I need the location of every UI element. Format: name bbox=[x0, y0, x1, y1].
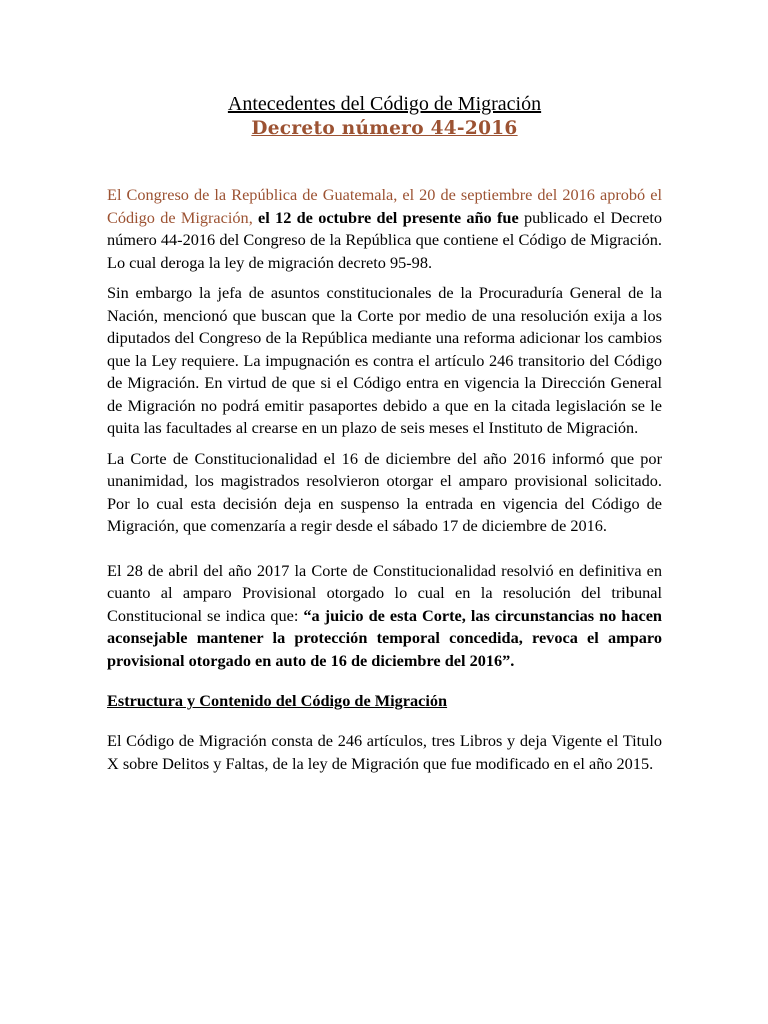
document-page bbox=[107, 92, 662, 775]
paragraph-congreso-accent: El Congreso de la República de Guatemala, el 20 de septiembre del 2016 aprobó el Código de Migración, bbox=[107, 185, 662, 227]
paragraph-resolucion bbox=[107, 560, 662, 673]
paragraph-congreso-bold: el 12 de octubre del presente año fue bbox=[252, 207, 519, 227]
section-heading-estructura: Estructura y Contenido del Código de Migración bbox=[107, 691, 448, 710]
document-subtitle: Decreto número 44-2016 bbox=[251, 118, 518, 139]
paragraph-congreso bbox=[107, 184, 662, 274]
paragraph-procuraduria: Sin embargo la jefa de asuntos constitucionales de la Procuraduría General de la Nación, mencionó que buscan que la Corte por medio de una resolución exija a los diputados del Congreso de la República mediante una reforma adicionar los cambios que la Ley requiere. La impugnación es contra el artículo 246 transitorio del Código de Migración. En virtud de que si el Código entra en vigencia la Dirección General de Migración no podrá emitir pasaportes debido a que en la citada legislación se le quita las facultades al crearse en un plazo de seis meses el Instituto de Migración. bbox=[107, 283, 662, 437]
paragraph-resolucion-quote: “a juicio de esta Corte, las circunstancias no hacen aconsejable mantener la protección temporal concedida, revoca el amparo provisional otorgado en auto de 16 de diciembre del 2016”. bbox=[107, 605, 662, 670]
paragraph-corte-amparo: La Corte de Constitucionalidad el 16 de diciembre del año 2016 informó que por unanimidad, los magistrados resolvieron otorgar el amparo provisional solicitado. Por lo cual esta decisión deja en suspenso la entrada en vigencia del Código de Migración, que comenzaría a regir desde el sábado 17 de diciembre de 2016. bbox=[107, 448, 662, 535]
paragraph-congreso-rest: publicado el Decreto número 44-2016 del Congreso de la República que contiene el Código de Migración. Lo cual deroga la ley de migración decreto 95-98. bbox=[107, 207, 662, 272]
document-title: Antecedentes del Código de Migración bbox=[227, 93, 542, 115]
paragraph-estructura: El Código de Migración consta de 246 artículos, tres Libros y deja Vigente el Titulo X sobre Delitos y Faltas, de la ley de Migración que fue modificado en el año 2015. bbox=[107, 731, 662, 773]
paragraph-resolucion-text: El 28 de abril del año 2017 la Corte de Constitucionalidad resolvió en definitiva en cuanto al amparo Provisional otorgado lo cual en la resolución del tribunal Constitucional se indica que: bbox=[107, 560, 662, 625]
